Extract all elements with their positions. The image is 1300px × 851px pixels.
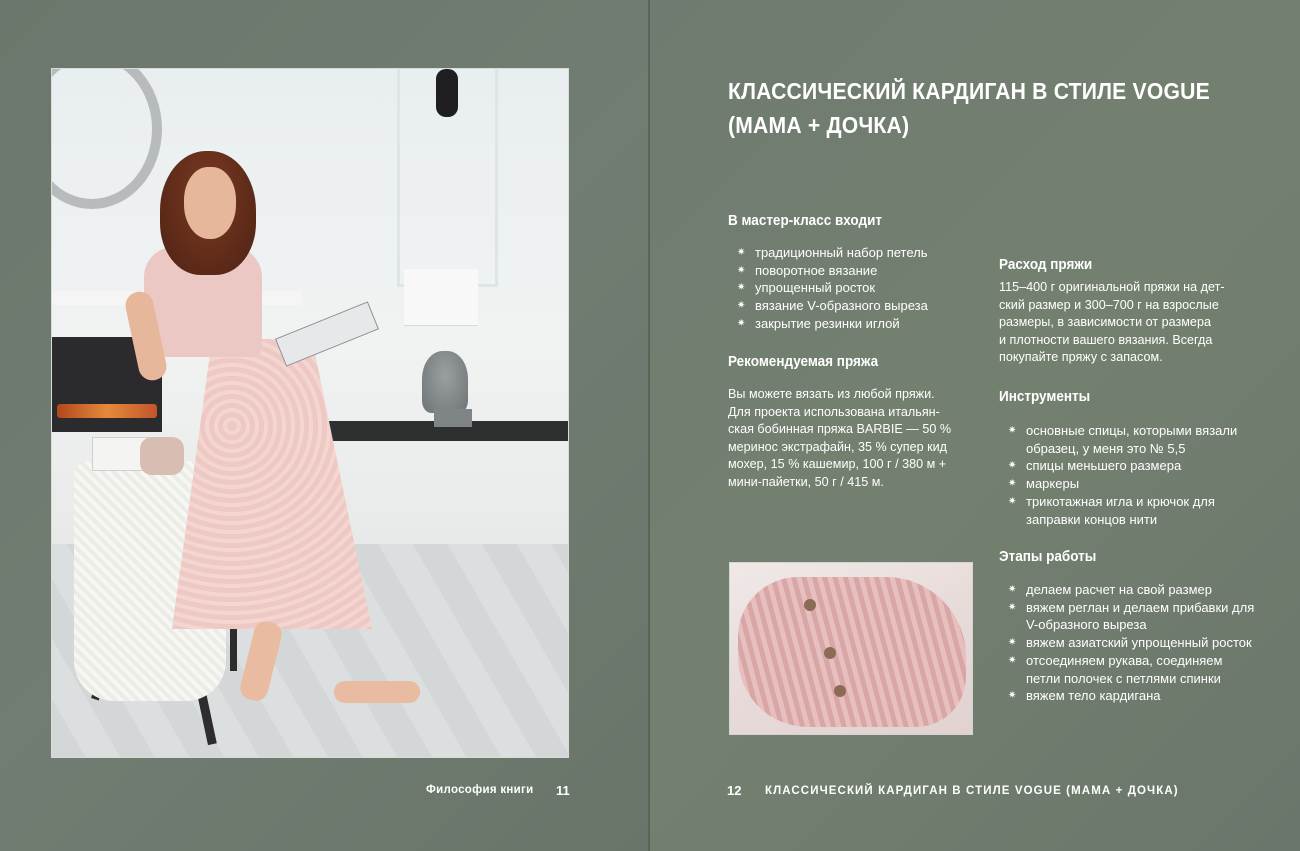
left-running-footer: Философия книги [426,784,534,796]
list-item: ✷ вяжем азиатский упрощенный росток [1008,634,1258,652]
text-line: мини-пайетки, 50 г / 415 м. [728,474,884,489]
right-running-footer: КЛАССИЧЕСКИЙ КАРДИГАН В СТИЛЕ VOGUE (МАМА + ДОЧКА) [765,785,1179,797]
list-item: ✷ вяжем тело кардигана [1008,687,1258,705]
page-title-line-2: (МАМА + ДОЧКА) [728,112,910,138]
list-item: ✷ отсоединяем рукава, соединяем петли полочек с петлями спинки [1008,652,1258,687]
list-item: ✷ упрощенный росток [737,279,977,297]
text-line: Вы можете вязать из любой пряжи. [728,387,935,401]
text-line: покупайте пряжу с запасом. [999,350,1163,365]
list-item: ✷ поворотное вязание [737,262,977,280]
page-title-line-1: КЛАССИЧЕСКИЙ КАРДИГАН В СТИЛЕ VOGUE [728,78,1210,104]
main-photo [51,68,569,758]
text-line: размеры, в зависимости от размера [999,315,1211,330]
text-line: Для проекта использована итальян- [728,404,940,419]
includes-list [737,244,977,333]
text-line: и плотности вашего вязания. Всегда [999,332,1213,347]
list-item: ✷ традиционный набор петель [737,244,977,262]
list-item: ✷ основные спицы, которыми вязали образец, у меня это № 5,5 [1008,422,1258,457]
yarn-recommended-text [728,386,978,492]
tools-list [1008,422,1258,528]
left-page-number: 11 [556,783,570,798]
tools-heading: Инструменты [999,388,1091,405]
text-line: ская бобинная пряжа BARBIE — 50 % [728,422,952,437]
list-item: ✷ вязание V-образного выреза [737,297,977,315]
list-item: ✷ закрытие резинки иглой [737,315,977,333]
yarn-usage-text [999,279,1259,367]
cardigan-detail-photo [729,562,973,735]
yarn-usage-heading: Расход пряжи [999,256,1093,273]
list-item: ✷ маркеры [1008,475,1258,493]
text-line: ский размер и 300–700 г на взрослые [999,297,1219,312]
text-line: мохер, 15 % кашемир, 100 г / 380 м + [728,457,947,472]
includes-heading: В мастер-класс входит [728,212,882,229]
list-item: ✷ спицы меньшего размера [1008,457,1258,475]
left-page [0,0,648,851]
page-title [728,74,1210,142]
text-line: меринос экстрафайн, 35 % супер кид [728,439,947,454]
list-item: ✷ вяжем реглан и делаем прибавки для V-образного выреза [1008,599,1258,634]
list-item: ✷ делаем расчет на свой размер [1008,581,1258,599]
yarn-recommended-heading: Рекомендуемая пряжа [728,353,879,370]
right-page-number: 12 [727,783,742,798]
list-item: ✷ трикотажная игла и крючок для заправки концов нити [1008,493,1258,528]
steps-heading: Этапы работы [999,548,1097,565]
steps-list [1008,581,1258,705]
text-line: 115–400 г оригинальной пряжи на дет- [999,280,1225,294]
